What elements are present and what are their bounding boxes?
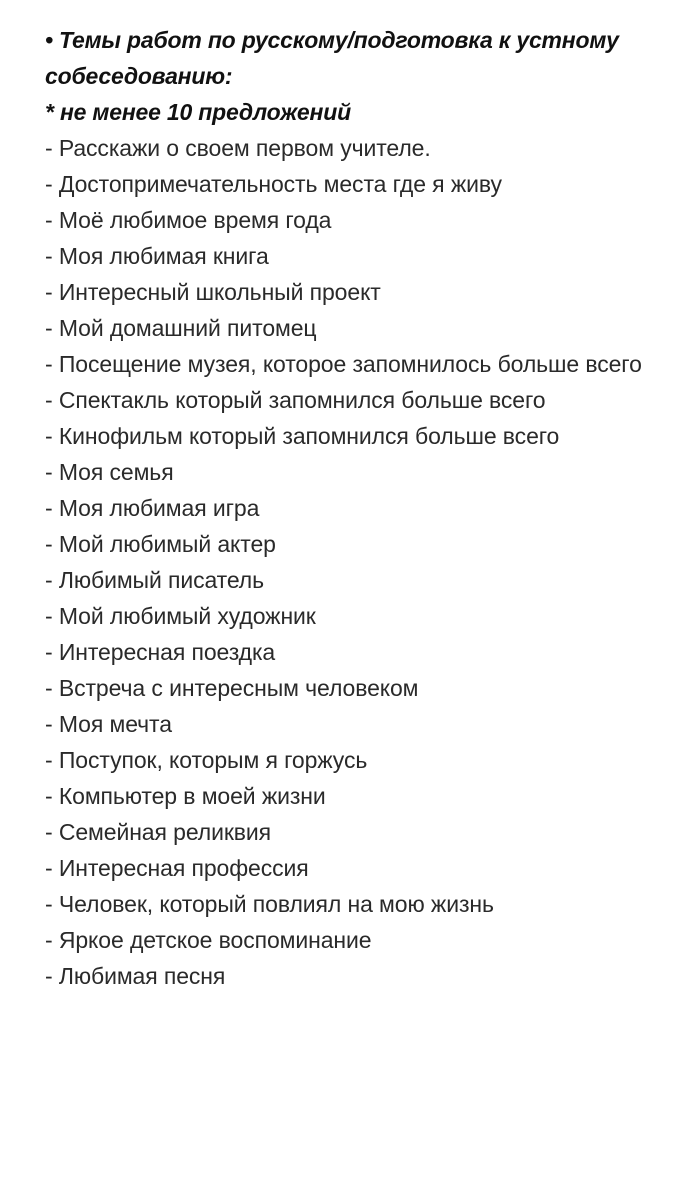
page-title: • Темы работ по русскому/подготовка к устному собеседованию: [45,27,619,89]
topic-item: - Поступок, которым я горжусь [45,747,368,773]
topic-item: - Семейная реликвия [45,819,272,845]
topic-item: - Любимая песня [45,963,226,989]
topic-item: - Интересная профессия [45,855,309,881]
topic-item: - Кинофильм который запомнился больше всего [45,423,560,449]
topic-list [45,130,665,994]
topic-item: - Интересная поездка [45,639,276,665]
topic-item: - Компьютер в моей жизни [45,783,326,809]
topic-item: - Человек, который повлиял на мою жизнь [45,891,494,917]
topic-item: - Яркое детское воспоминание [45,927,372,953]
topic-item: - Мой домашний питомец [45,315,317,341]
topic-item: - Любимый писатель [45,567,264,593]
topic-item: - Достопримечательность места где я живу [45,171,502,197]
topic-item: - Моя любимая игра [45,495,260,521]
topic-item: - Встреча с интересным человеком [45,675,419,701]
topic-item: - Мой любимый художник [45,603,316,629]
topic-item: - Расскажи о своем первом учителе. [45,135,431,161]
requirement-note: * не менее 10 предложений [45,99,351,125]
topic-item: - Моя мечта [45,711,172,737]
topic-item: - Посещение музея, которое запомнилось больше всего [45,351,642,377]
topic-item: - Моя любимая книга [45,243,269,269]
topic-item: - Моя семья [45,459,174,485]
topic-item: - Моё любимое время года [45,207,332,233]
topic-item: - Мой любимый актер [45,531,276,557]
topic-item: - Интересный школьный проект [45,279,381,305]
topic-item: - Спектакль который запомнился больше всего [45,387,546,413]
document-page [45,22,665,994]
